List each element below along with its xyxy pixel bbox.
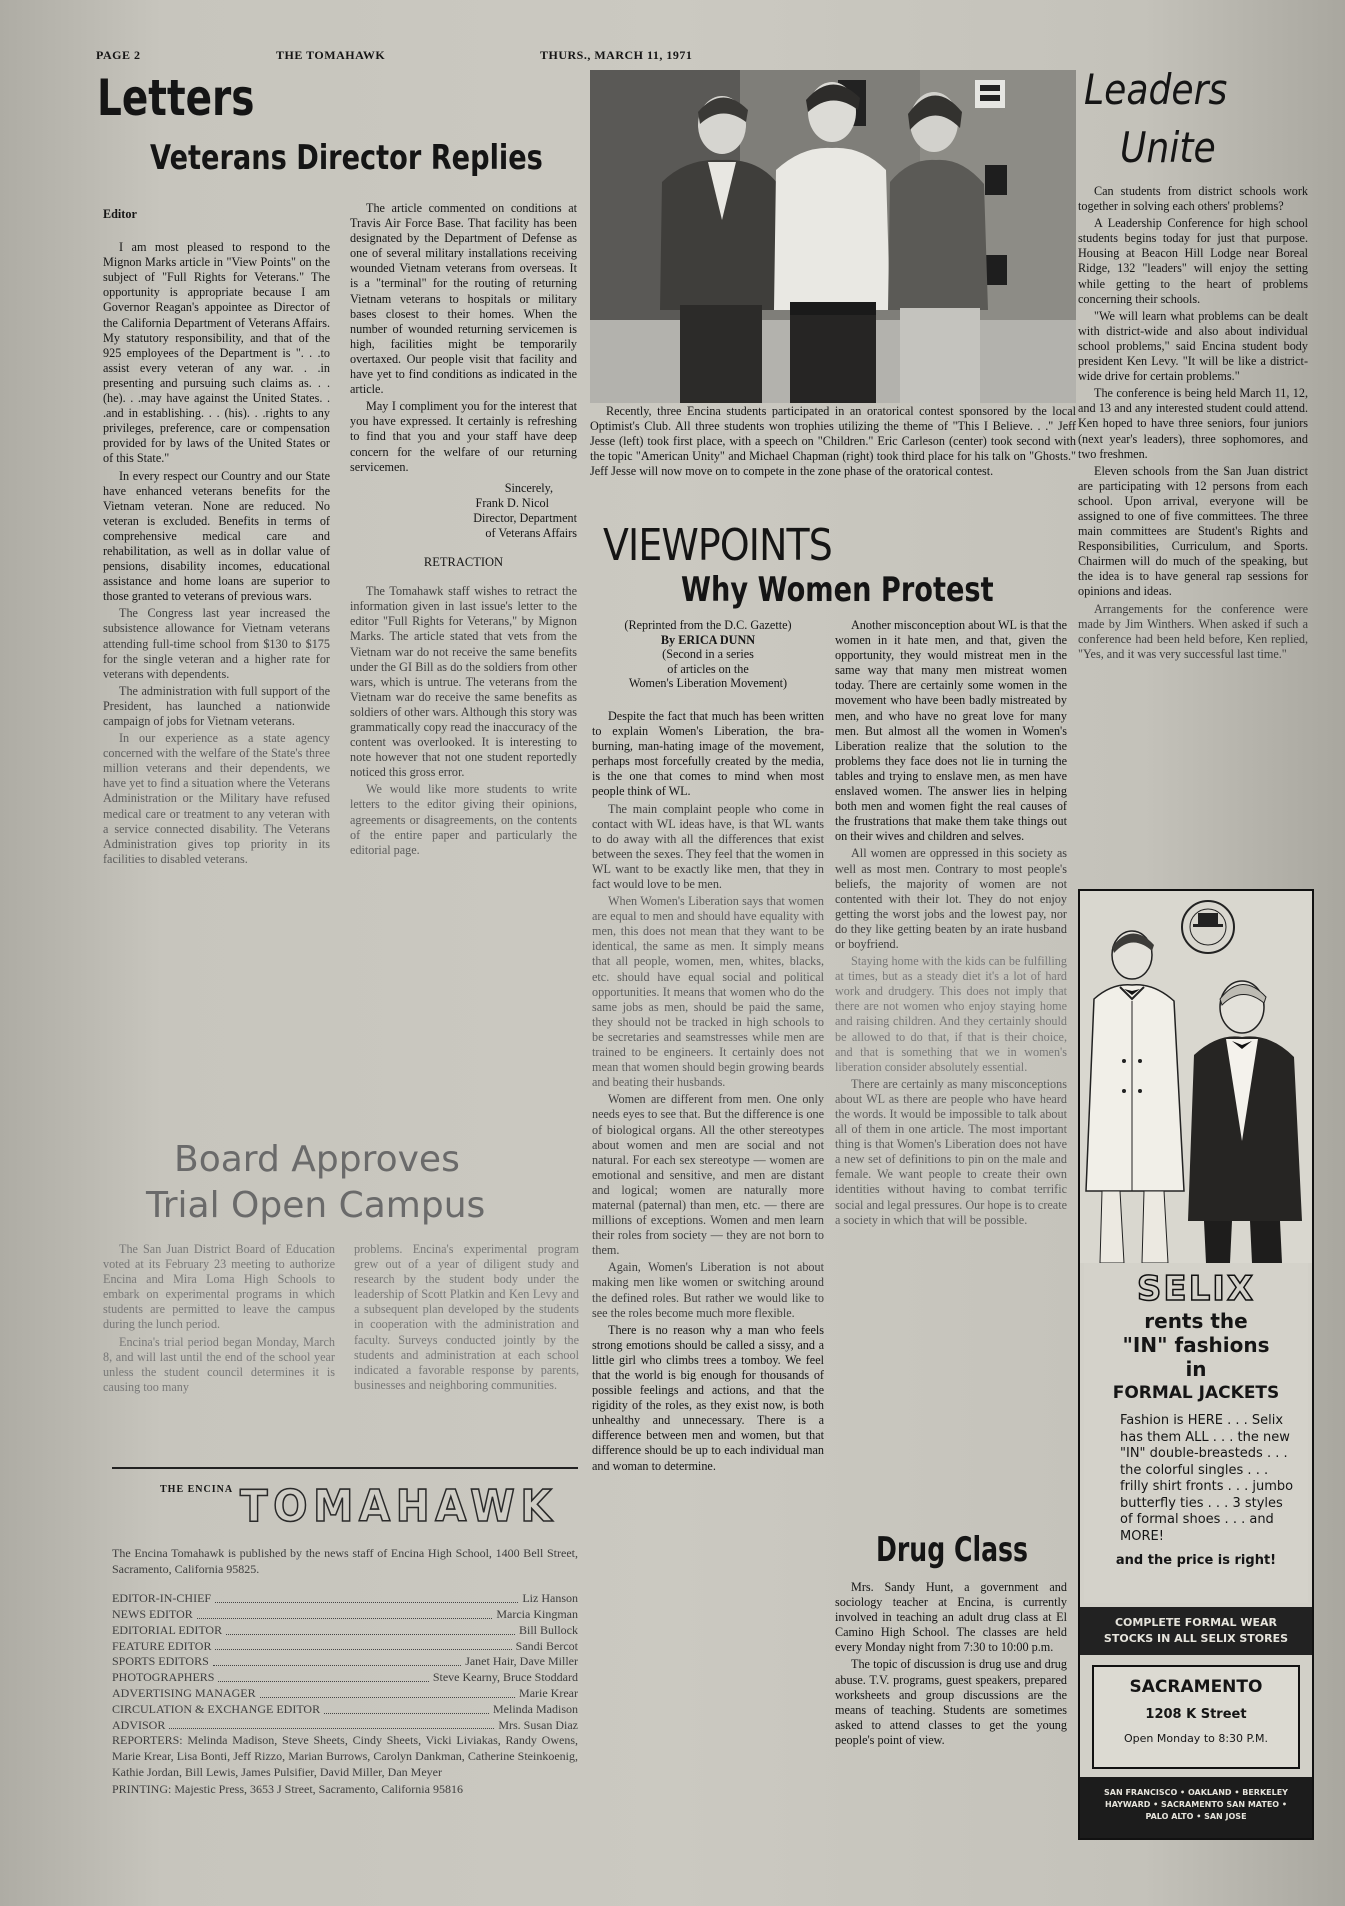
ad-locations: SAN FRANCISCO • OAKLAND • BERKELEY HAYWARD • SACRAMENTO SAN MATEO • PALO ALTO • SAN JOSE xyxy=(1080,1777,1312,1838)
viewpoints-byline xyxy=(592,618,824,691)
staffbox-reporters: REPORTERS: Melinda Madison, Steve Sheets, Cindy Sheets, Vicki Liviakas, Randy Owens, Marie Krear, Lisa Bonti, Jeff Rizzo, Marian Burrows, Carolyn Dankman, Catherine Steinkoenig, Kathie Jordan, Bill Lewis, James Pulsifier, David Miller, Dan Meyer xyxy=(112,1733,578,1779)
ad-store-box xyxy=(1092,1665,1300,1769)
leaders-para: Arrangements for the conference were made by Jim Winthers. When asked if such a conference had been held before, Ken replied, "Yes, and it was very successful last time." xyxy=(1078,601,1308,661)
paper-name: THE TOMAHAWK xyxy=(276,48,386,62)
viewpoints-para: Despite the fact that much has been written to explain Women's Liberation, the bra-burning, man-hating image of the movement, perhaps most forcefully created by the media, is the one that comes to mind when most people think of WL. xyxy=(592,708,824,799)
staff-role-row xyxy=(112,1591,578,1607)
leaders-body xyxy=(1078,184,1308,664)
tuxedo-illustration xyxy=(1080,891,1312,1263)
letters-headline: Veterans Director Replies xyxy=(150,138,543,178)
letters-para: In every respect our Country and our State have enhanced veterans benefits for the Vietnam veteran. None are reduced. No veteran is excluded. Benefits in terms of comprehensive medical care and rehabilitation, as well as in dollar value of pensions, disability incomes, educational assistance and home loans are superior to those granted to veterans of previous wars. xyxy=(103,468,330,604)
staff-role-title: EDITORIAL EDITOR xyxy=(112,1622,223,1637)
leaders-para: Eleven schools from the San Juan district are participating with 12 persons from each school. Upon arrival, everyone will be assigned to one of five committees. The three main committees are Student's Rights and Responsibilities, Curriculum, and Sports. Chairmen will do much of the speaking, but the idea is to have general rap sessions for opinions and ideas. xyxy=(1078,463,1308,599)
leaders-headline-2: Unite xyxy=(1120,123,1216,172)
leader-dots xyxy=(213,1654,461,1666)
ad-line1: rents the xyxy=(1144,1309,1248,1333)
leaders-para: Can students from district schools work together in solving each others' problems? xyxy=(1078,184,1308,214)
staff-role-row xyxy=(112,1718,578,1734)
staff-role-name: Marie Krear xyxy=(519,1685,578,1700)
viewpoints-col1 xyxy=(592,618,824,1476)
viewpoints-kicker: VIEWPOINTS xyxy=(603,520,832,571)
signoff-line: Frank D. Nicol xyxy=(475,495,549,510)
drugclass-para: The topic of discussion is drug use and drug abuse. T.V. programs, guest speakers, prepared worksheets and group discussions are the means of teaching. Students are sometimes asked to attend classes to get the young people's point of view. xyxy=(835,1657,1067,1747)
staffbox-intro: The Encina Tomahawk is published by the news staff of Encina High School, 1400 Bell Street, Sacramento, California 95825. xyxy=(112,1546,578,1576)
board-para: Encina's trial period began Monday, March 8, and will last until the end of the school year unless the student council determines it is causing too many xyxy=(103,1334,335,1394)
leaders-para: The conference is being held March 11, 12, and 13 and any interested student could attend. Ken hoped to have three seniors, four juniors (next year's leaders), three sophomores, and two freshmen. xyxy=(1078,386,1308,461)
viewpoints-col2 xyxy=(835,618,1067,1230)
letters-signoff xyxy=(350,481,577,541)
staff-role-name: Janet Hair, Dave Miller xyxy=(465,1654,578,1669)
byline-line: Women's Liberation Movement) xyxy=(628,676,788,691)
staff-role-title: ADVISOR xyxy=(112,1717,166,1732)
viewpoints-para: When Women's Liberation says that women are equal to men and should have equality with men, this does not mean that they want to be identical, the same as men. It simply means that all people, women, men, whites, blacks, etc. should have equal social and political opportunities. It means that women who do the same jobs as men, should be paid the same, they should not be tracked in high schools to be secretaries and seamstresses while men are trained to be engineers. It certainly does not mean that women should begin growing beards and beating their husbands. xyxy=(592,894,824,1090)
staff-role-name: Sandi Bercot xyxy=(515,1638,578,1653)
retraction-title: RETRACTION xyxy=(423,555,504,570)
staff-role-title: CIRCULATION & EXCHANGE EDITOR xyxy=(112,1701,321,1716)
leader-dots xyxy=(215,1639,511,1651)
leader-dots xyxy=(218,1670,428,1682)
leader-dots xyxy=(215,1591,518,1603)
drugclass-para: Mrs. Sandy Hunt, a government and sociology teacher at Encina, is currently involved in teaching an adult drug class at El Camino High School. The classes are held every Monday night from 7:30 to 10:00 p.m. xyxy=(835,1580,1067,1655)
letters-para: May I compliment you for the interest that you have expressed. It certainly is refreshing to find that you and your staff have deep concern for the welfare of our returning servicemen. xyxy=(350,399,577,474)
ad-line4: FORMAL JACKETS xyxy=(1112,1383,1280,1403)
staff-role-title: NEWS EDITOR xyxy=(112,1606,193,1621)
byline-line: of articles on the xyxy=(667,661,749,676)
drugclass-headline: Drug Class xyxy=(876,1530,1029,1570)
staff-role-row xyxy=(112,1639,578,1655)
viewpoints-para: Women are different from men. One only needs eyes to see that. But the difference is one of biological organs. All the other stereotypes about women and men are social and not natural. For each sex stereotype — women are emotional and sensitive, and men are distant and logical; women are naturally more maternal (paternal) than men, etc. — there are millions of exceptions. Women and men learn their roles from society — they are not born to them. xyxy=(592,1092,824,1258)
letters-salutation: Editor xyxy=(103,207,137,221)
letters-para: In our experience as a state agency concerned with the welfare of the State's three million veterans and their dependents, we have yet to find a situation where the Veterans Administration or the Military have refused medical care or treatment to any veteran with a service connected disability. The Veterans Administration gives top priority in its facilities to disabled veterans. xyxy=(103,731,330,866)
photo-caption-text: Recently, three Encina students participated in an oratorical contest sponsored by the local Optimist's Club. All three students won trophies utilizing the theme of "This I Believe. . ." Jeff Jesse (left) took first place, with a speech on "Children." Eric Carleson (center) took second with the topic "American Unity" and Michael Chapman (right) took third place for his talk on "Ghosts." Jeff Jesse will now move on to compete in the zone phase of the oratorical contest. xyxy=(590,404,1076,478)
ad-tagline: and the price is right! xyxy=(1115,1553,1277,1568)
drugclass-body xyxy=(835,1580,1067,1750)
letters-para: The Congress last year increased the subsistence allowance for Vietnam veterans attending full-time school from $130 to $175 for the single veteran and a higher rate for veterans with dependents. xyxy=(103,606,330,681)
staffbox-rule xyxy=(112,1467,578,1469)
board-headline-1: Board Approves xyxy=(174,1139,460,1180)
staffbox-printing: PRINTING: Majestic Press, 3653 J Street, Sacramento, California 95816 xyxy=(112,1782,463,1797)
leader-dots xyxy=(260,1686,515,1698)
letters-col1 xyxy=(103,207,330,869)
photo-caption xyxy=(590,404,1076,481)
ad-body: Fashion is HERE . . . Selix has them ALL . . . the new "IN" double-breasteds . . . the colorful singles . . . frilly shirt fronts . . . jumbo butterfly ties . . . 3 styles of formal shoes . . . and MORE! xyxy=(1120,1413,1294,1544)
students-photo-image xyxy=(590,70,1076,403)
staff-role-name: Marcia Kingman xyxy=(496,1606,578,1621)
staff-role-row xyxy=(112,1686,578,1702)
ad-stock-banner: COMPLETE FORMAL WEAR STOCKS IN ALL SELIX STORES xyxy=(1080,1607,1312,1655)
viewpoints-headline: Why Women Protest xyxy=(681,570,994,610)
viewpoints-para: Another misconception about WL is that the women in it hate men, and that, given the opportunity, they would mistreat men in the same way that many men mistreat women today. There are certainly some women in the movement who have been badly mistreated by men, and who have no great love for many men. But almost all the women in Women's Liberation realize that the solution to the problems they face does not lie in turning the tables and trying to enslave men, as men have enslaved women. The answer lies in helping both men and women fight the real causes of the frustrations that make them take things out on their wives and children and selves. xyxy=(835,618,1067,844)
retraction-para: We would like more students to write letters to the editor giving their opinions, agreements or disagreements, on the contents of the entire paper and particularly the editorial page. xyxy=(350,782,577,857)
leader-dots xyxy=(226,1623,515,1635)
leader-dots xyxy=(197,1607,493,1619)
retraction-para: The Tomahawk staff wishes to retract the information given in last issue's letter to the editor "Full Rights for Veterans," by Mignon Marks. The article stated that vets from the Vietnam war do not receive the same benefits under the GI Bill as do the soldiers from other wars, which is untrue. The veterans from the Vietnam war do receive the same benefits as soldiers of other wars. Although this story was grammatically copy read the inaccuracy of the content was overlooked. It is interesting to note however that not one student reportedly noticed this gross error. xyxy=(350,584,577,780)
staff-role-row xyxy=(112,1623,578,1639)
staff-role-name: Bill Bullock xyxy=(518,1622,578,1637)
ad-hours: Open Monday to 8:30 P.M. xyxy=(1124,1732,1268,1745)
signoff-line: of Veterans Affairs xyxy=(485,525,577,540)
issue-date: THURS., MARCH 11, 1971 xyxy=(540,48,693,62)
viewpoints-para: The main complaint people who come in contact with WL ideas have, is that WL wants to do away with all the differences that exist between the sexes. They feel that the women in WL want to be exactly like men, that they in fact would love to be men. xyxy=(592,801,824,891)
staffbox-nameplate: TOMAHAWK xyxy=(240,1481,558,1532)
byline-line: (Reprinted from the D.C. Gazette) xyxy=(624,618,792,632)
ad-brand: SELIX xyxy=(1136,1269,1256,1309)
staff-role-name: Melinda Madison xyxy=(493,1701,578,1716)
letters-para: The administration with full support of the President, has launched a nationwide campaign of jobs for Vietnam veterans. xyxy=(103,683,330,728)
selix-advertisement xyxy=(1078,889,1314,1840)
staff-role-title: FEATURE EDITOR xyxy=(112,1638,212,1653)
leaders-para: "We will learn what problems can be dealt with district-wide and also about individual school problems," said Encina student body president Ken Levy. "It will be like a district-wide drive for certain problems." xyxy=(1078,308,1308,384)
staff-role-row xyxy=(112,1702,578,1718)
viewpoints-para: There is no reason why a man who feels strong emotions should be called a sissy, and a little girl who climbs trees a tomboy. We feel that the world is big enough for thousands of possible feelings and actions, and that the rigidity of the roles, as they exist now, is both unhealthy and unnecessary. There is a difference between men and women, but that difference should be up to each individual man and woman to determine. xyxy=(592,1322,824,1473)
board-para: problems. Encina's experimental program grew out of a year of diligent study and research by the student body under the leadership of Scott Platkin and Ken Levy and a subsequent plan developed by the students in cooperation with the administration and faculty. Surveys conducted jointly by the students and administration at each school indicated a favorable response by parents, businesses and neighboring communities. xyxy=(354,1242,579,1392)
staff-role-row xyxy=(112,1607,578,1623)
leader-dots xyxy=(169,1718,494,1730)
ad-city: SACRAMENTO xyxy=(1129,1677,1263,1697)
leaders-headline-1: Leaders xyxy=(1084,65,1228,114)
staff-role-title: EDITOR-IN-CHIEF xyxy=(112,1591,212,1606)
staff-role-row xyxy=(112,1670,578,1686)
byline-line: By ERICA DUNN xyxy=(660,632,756,647)
viewpoints-para: Staying home with the kids can be fulfilling at times, but as a steady diet it's a lot of hard work and drudgery. This does not imply that there are not women who enjoy staying home and raising children. And they certainly should be allowed to do that, if that is their choice, and that is something that we in women's liberation consider absolutely essential. xyxy=(835,954,1067,1074)
board-para: The San Juan District Board of Education voted at its February 23 meeting to authorize Encina and Mira Loma High Schools to embark on experimental programs in which students are permitted to leave the campus during the lunch period. xyxy=(103,1242,335,1332)
staff-role-row xyxy=(112,1654,578,1670)
board-col2 xyxy=(354,1242,579,1395)
letters-para: I am most pleased to respond to the Mignon Marks article in "View Points" on the subject of "Full Rights for Veterans." The opportunity is appropriate because I am Governor Reagan's appointee as Director of the California Department of Veterans Affairs. My statutory responsibility, and that of the 925 employees of the Department is ". . .to assist every veteran of any war. . .in presenting and pursuing such claims as. . . (he). . .may have against the United States. . .and in establishing. . . (his). . .rights to any privileges, preference, care or compensation provided for by laws of the United States or of this State." xyxy=(103,240,330,466)
viewpoints-para: Again, Women's Liberation is not about making men like women or switching around the defined roles. But rather we would like to see the roles become much more flexible. xyxy=(592,1260,824,1320)
leaders-para: A Leadership Conference for high school students begins today for just that purpose. Housing at Beacon Hill Lodge near Boreal Ridge, 132 "leaders" will enjoy the setting while getting to the heart of problems concerning their schools. xyxy=(1078,216,1308,306)
leader-dots xyxy=(324,1702,489,1714)
viewpoints-para: All women are oppressed in this society as well as most men. Contrary to most people's beliefs, the majority of women are not contented with their lot. They do not enjoy getting the worst jobs and the lowest pay, nor do they like getting beaten by an irate husband or boyfriend. xyxy=(835,846,1067,951)
ad-line2: "IN" fashions xyxy=(1122,1333,1270,1357)
staff-role-name: Steve Kearny, Bruce Stoddard xyxy=(432,1670,578,1685)
staff-role-name: Liz Hanson xyxy=(522,1591,578,1606)
staffbox-body xyxy=(112,1546,578,1800)
staff-role-title: SPORTS EDITORS xyxy=(112,1654,209,1669)
staff-role-title: ADVERTISING MANAGER xyxy=(112,1685,256,1700)
byline-line: (Second in a series xyxy=(662,647,754,662)
signoff-line: Director, Department xyxy=(473,510,577,525)
students-photo xyxy=(590,70,1076,403)
ad-address: 1208 K Street xyxy=(1145,1707,1247,1722)
staffbox-roles xyxy=(112,1591,578,1733)
ad-copy-panel xyxy=(1084,1263,1308,1603)
letters-section-title: Letters xyxy=(97,69,255,127)
page-number: PAGE 2 xyxy=(96,48,141,62)
staff-role-title: PHOTOGRAPHERS xyxy=(112,1670,215,1685)
staffbox-kicker: THE ENCINA xyxy=(160,1484,234,1495)
letters-col2 xyxy=(350,201,577,860)
signoff-line: Sincerely, xyxy=(504,480,553,495)
ad-line3: in xyxy=(1185,1357,1207,1381)
viewpoints-para: There are certainly as many misconceptions about WL as there are people who have heard the words. It would be impossible to talk about all of them in one article. The most important thing is that Women's Liberation does not have a new set of definitions to pin on the male and female. We want people to create their own identities without having to combat terrific social and legal pressures. Our hope is to create a society in which that will be possible. xyxy=(835,1076,1067,1227)
board-col1 xyxy=(103,1242,335,1397)
board-headline-2: Trial Open Campus xyxy=(146,1185,486,1226)
letters-para: The article commented on conditions at Travis Air Force Base. That facility has been designated by the Department of Defense as one of several military installations receiving wounded Vietnam veterans from overseas. It is a "terminal" for the routing of returning Vietnam veterans to hospitals or military bases closest to their homes. When the number of wounded returning servicemen is high, facilities might be temporarily overtaxed. Our people visit that facility and have yet to find conditions as indicated in the article. xyxy=(350,201,577,397)
staff-role-name: Mrs. Susan Diaz xyxy=(498,1717,578,1732)
